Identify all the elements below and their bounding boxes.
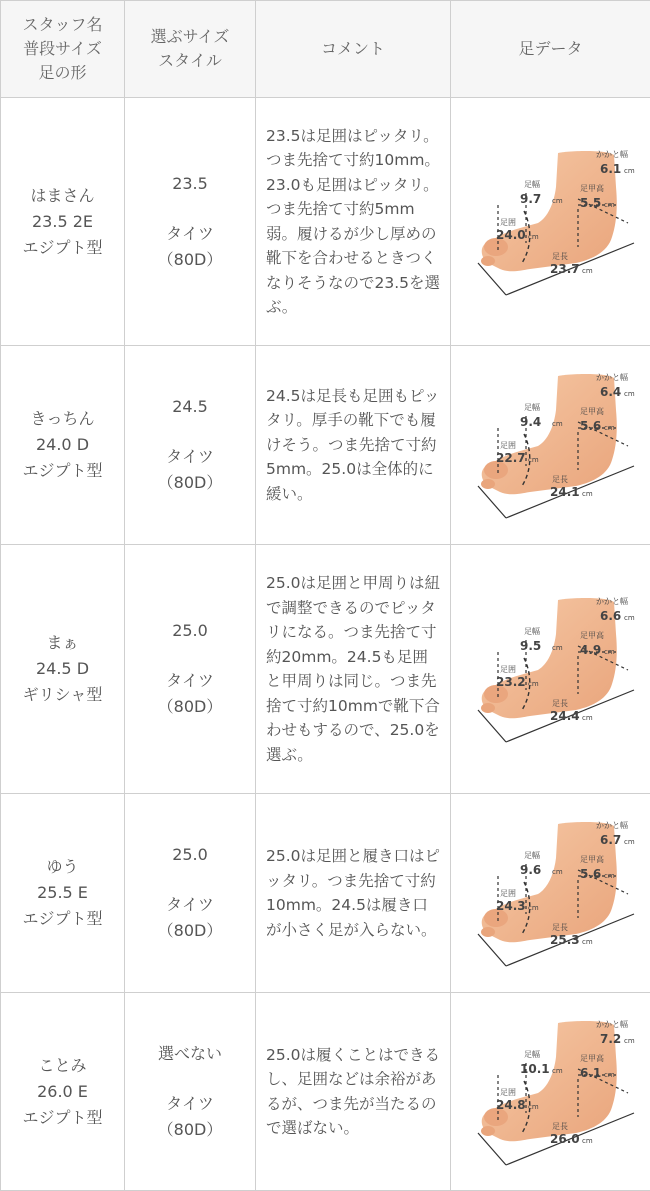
comment-cell: 25.0は足囲と履き口はピッタリ。つま先捨て寸約10mm。24.5は履き口が小さく足が入らない。: [256, 794, 451, 993]
heel-label: かかと幅: [596, 820, 628, 830]
instep-label: 足甲高: [580, 630, 604, 640]
foot-data-cell: [451, 346, 650, 545]
staff-name: ことみ: [1, 1053, 124, 1079]
staff-name: きっちん: [1, 406, 124, 432]
heel-label: かかと幅: [596, 1019, 628, 1029]
length-unit: cm: [582, 490, 593, 498]
instep-value: 5.5: [580, 196, 601, 210]
length-unit: cm: [582, 267, 593, 275]
usual-size: 23.5 2E: [1, 209, 124, 235]
heel-unit: cm: [624, 838, 635, 846]
staff-cell: [1, 993, 125, 1191]
length-label: 足長: [552, 699, 568, 708]
instep-value: 5.6: [580, 419, 601, 433]
chosen-size: 25.0: [125, 842, 255, 868]
instep-label: 足甲高: [580, 183, 604, 193]
girth-value: 23.2: [496, 675, 526, 689]
heel-unit: cm: [624, 390, 635, 398]
length-value: 24.4: [550, 709, 580, 723]
style-label: タイツ: [125, 668, 255, 694]
width-label: 足幅: [524, 626, 540, 636]
foot-diagram: [466, 370, 636, 520]
staff-name: まぁ: [1, 630, 124, 656]
girth-value: 24.0: [496, 228, 526, 242]
staff-cell: [1, 545, 125, 794]
width-label: 足幅: [524, 850, 540, 860]
comment-cell: 23.5は足囲はピッタリ。つま先捨て寸約10mm。23.0も足囲はピッタリ。つま先捨て寸約5mm弱。履けるが少し厚めの靴下を合わせるときつくなりそうなので23.5を選ぶ。: [256, 98, 451, 346]
instep-value: 4.9: [580, 643, 601, 657]
girth-unit: cm: [528, 233, 539, 241]
girth-label: 足囲: [500, 665, 516, 674]
girth-unit: cm: [528, 1103, 539, 1111]
style-denier: （80D）: [125, 247, 255, 273]
instep-label: 足甲高: [580, 1053, 604, 1063]
heel-unit: cm: [624, 614, 635, 622]
style-denier: （80D）: [125, 694, 255, 720]
foot-width-value: 10.1: [520, 1062, 550, 1076]
instep-value: 5.6: [580, 867, 601, 881]
foot-width-value: 9.5: [520, 639, 541, 653]
width-unit: cm: [552, 644, 563, 652]
girth-unit: cm: [528, 680, 539, 688]
header-foot-data: 足データ: [451, 1, 650, 98]
toe-icon: [481, 1126, 495, 1136]
instep-unit: cm: [604, 201, 615, 209]
toe-icon: [481, 703, 495, 713]
girth-value: 24.3: [496, 899, 526, 913]
instep-label: 足甲高: [580, 854, 604, 864]
girth-unit: cm: [528, 456, 539, 464]
length-label: 足長: [552, 475, 568, 484]
style-denier: （80D）: [125, 918, 255, 944]
header-comment: コメント: [256, 1, 451, 98]
width-unit: cm: [552, 868, 563, 876]
table-row: [1, 545, 650, 794]
style-label: タイツ: [125, 444, 255, 470]
instep-label: 足甲高: [580, 406, 604, 416]
foot-diagram: [466, 1017, 636, 1167]
instep-unit: cm: [604, 424, 615, 432]
foot-data-cell: [451, 545, 650, 794]
length-label: 足長: [552, 252, 568, 261]
chosen-size: 選べない: [125, 1041, 255, 1067]
width-label: 足幅: [524, 1049, 540, 1059]
staff-cell: [1, 794, 125, 993]
length-unit: cm: [582, 1137, 593, 1145]
foot-shape: エジプト型: [1, 235, 124, 261]
style-denier: （80D）: [125, 1117, 255, 1143]
heel-label: かかと幅: [596, 149, 628, 159]
heel-unit: cm: [624, 167, 635, 175]
length-value: 24.1: [550, 485, 580, 499]
chosen-size: 23.5: [125, 171, 255, 197]
foot-data-cell: [451, 98, 650, 346]
toe-icon: [481, 256, 495, 266]
usual-size: 24.0 D: [1, 432, 124, 458]
length-unit: cm: [582, 938, 593, 946]
heel-width-value: 6.7: [600, 833, 621, 847]
foot-shape: エジプト型: [1, 458, 124, 484]
table-row: [1, 346, 650, 545]
size-cell: [125, 545, 256, 794]
instep-unit: cm: [604, 648, 615, 656]
header-size: 選ぶサイズ スタイル: [125, 1, 256, 98]
heel-width-value: 6.6: [600, 609, 621, 623]
size-cell: [125, 98, 256, 346]
foot-diagram: [466, 818, 636, 968]
width-unit: cm: [552, 197, 563, 205]
style-denier: （80D）: [125, 470, 255, 496]
staff-cell: [1, 98, 125, 346]
foot-diagram: [466, 147, 636, 297]
girth-value: 22.7: [496, 451, 526, 465]
size-cell: [125, 993, 256, 1191]
heel-unit: cm: [624, 1037, 635, 1045]
foot-diagram: [466, 594, 636, 744]
heel-width-value: 6.1: [600, 162, 621, 176]
size-cell: [125, 794, 256, 993]
toe-icon: [481, 479, 495, 489]
width-unit: cm: [552, 1067, 563, 1075]
girth-label: 足囲: [500, 1088, 516, 1097]
foot-width-value: 9.4: [520, 415, 541, 429]
length-unit: cm: [582, 714, 593, 722]
length-value: 23.7: [550, 262, 580, 276]
foot-shape: ギリシャ型: [1, 682, 124, 708]
staff-name: はまさん: [1, 183, 124, 209]
instep-unit: cm: [604, 1071, 615, 1079]
table-row: [1, 993, 650, 1191]
header-row: [1, 1, 650, 98]
instep-unit: cm: [604, 872, 615, 880]
width-unit: cm: [552, 420, 563, 428]
table-row: [1, 794, 650, 993]
comment-cell: 25.0は足囲と甲周りは紐で調整できるのでピッタリになる。つま先捨て寸約20mm。24.5も足囲と甲周りは同じ。つま先捨て寸約10mmで靴下合わせもするので、25.0を選ぶ。: [256, 545, 451, 794]
length-value: 26.0: [550, 1132, 580, 1146]
comment-cell: 25.0は履くことはできるし、足囲などは余裕があるが、つま先が当たるので選ばない。: [256, 993, 451, 1191]
foot-width-value: 9.7: [520, 192, 541, 206]
comment-cell: 24.5は足長も足囲もピッタリ。厚手の靴下でも履けそう。つま先捨て寸約5mm。25.0は全体的に緩い。: [256, 346, 451, 545]
staff-name: ゆう: [1, 854, 124, 880]
staff-cell: [1, 346, 125, 545]
heel-label: かかと幅: [596, 596, 628, 606]
header-staff: スタッフ名 普段サイズ 足の形: [1, 1, 125, 98]
usual-size: 26.0 E: [1, 1079, 124, 1105]
width-label: 足幅: [524, 179, 540, 189]
girth-label: 足囲: [500, 218, 516, 227]
chosen-size: 24.5: [125, 394, 255, 420]
length-value: 25.3: [550, 933, 580, 947]
style-label: タイツ: [125, 892, 255, 918]
heel-width-value: 6.4: [600, 385, 621, 399]
size-cell: [125, 346, 256, 545]
girth-label: 足囲: [500, 889, 516, 898]
foot-data-cell: [451, 794, 650, 993]
width-label: 足幅: [524, 402, 540, 412]
usual-size: 24.5 D: [1, 656, 124, 682]
foot-shape: エジプト型: [1, 906, 124, 932]
heel-label: かかと幅: [596, 372, 628, 382]
instep-value: 6.1: [580, 1066, 601, 1080]
girth-label: 足囲: [500, 441, 516, 450]
style-label: タイツ: [125, 221, 255, 247]
chosen-size: 25.0: [125, 618, 255, 644]
toe-icon: [481, 927, 495, 937]
usual-size: 25.5 E: [1, 880, 124, 906]
length-label: 足長: [552, 1122, 568, 1131]
foot-data-cell: [451, 993, 650, 1191]
style-label: タイツ: [125, 1091, 255, 1117]
girth-value: 24.8: [496, 1098, 526, 1112]
table-row: [1, 98, 650, 346]
girth-unit: cm: [528, 904, 539, 912]
length-label: 足長: [552, 923, 568, 932]
foot-shape: エジプト型: [1, 1105, 124, 1131]
foot-width-value: 9.6: [520, 863, 541, 877]
heel-width-value: 7.2: [600, 1032, 621, 1046]
